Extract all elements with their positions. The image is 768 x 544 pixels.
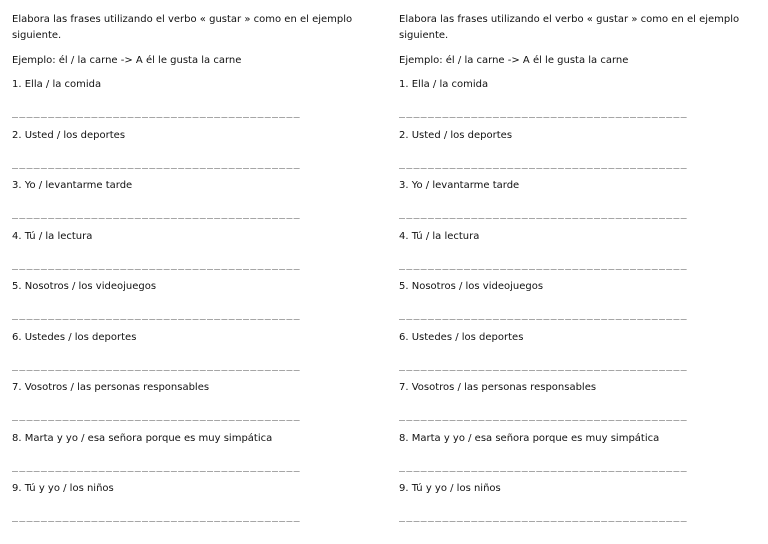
- answer-line[interactable]: ________________________________________: [12, 157, 301, 169]
- exercise-prompt: 3. Yo / levantarme tarde: [12, 180, 133, 191]
- exercise-prompt: 6. Ustedes / los deportes: [399, 331, 524, 343]
- worksheet-column-right: [399, 12, 744, 533]
- exercise-prompt: 6. Ustedes / los deportes: [12, 331, 137, 343]
- exercise-item: [399, 129, 744, 180]
- exercise-item: [12, 331, 357, 382]
- exercise-prompt: 4. Tú / la lectura: [399, 230, 480, 242]
- exercise-item: [399, 179, 744, 230]
- instruction-text: Elabora las frases utilizando el verbo « gustar » como en el ejemplo siguiente.: [12, 14, 353, 41]
- answer-line[interactable]: ________________________________________: [12, 410, 301, 421]
- worksheet-column-left: [12, 12, 357, 533]
- exercise-prompt: 1. Ella / la comida: [12, 79, 102, 90]
- exercise-prompt: 9. Tú y yo / los niños: [12, 483, 114, 494]
- exercise-prompt: 2. Usted / los deportes: [12, 129, 126, 141]
- example-text: Ejemplo: él / la carne -> A él le gusta la carne: [12, 55, 242, 66]
- answer-line[interactable]: ________________________________________: [399, 511, 688, 522]
- answer-line[interactable]: ________________________________________: [399, 208, 688, 219]
- answer-line[interactable]: ________________________________________: [12, 511, 301, 522]
- exercise-list: [399, 78, 744, 533]
- exercise-prompt: 5. Nosotros / los videojuegos: [12, 281, 157, 292]
- exercise-prompt: 3. Yo / levantarme tarde: [399, 180, 520, 191]
- exercise-prompt: 8. Marta y yo / esa señora porque es muy simpática: [399, 432, 660, 444]
- answer-line[interactable]: ________________________________________: [399, 107, 688, 118]
- exercise-item: [12, 129, 357, 180]
- exercise-item: [399, 280, 744, 331]
- answer-line[interactable]: ________________________________________: [12, 258, 301, 270]
- answer-line[interactable]: ________________________________________: [12, 107, 301, 118]
- exercise-item: [12, 78, 357, 129]
- exercise-item: [12, 179, 357, 230]
- answer-line[interactable]: ________________________________________: [399, 309, 688, 320]
- exercise-list: [12, 78, 357, 533]
- answer-line[interactable]: ________________________________________: [399, 258, 688, 270]
- answer-line[interactable]: ________________________________________: [399, 410, 688, 421]
- exercise-item: [399, 381, 744, 432]
- answer-line[interactable]: ________________________________________: [12, 208, 301, 219]
- exercise-prompt: 5. Nosotros / los videojuegos: [399, 281, 544, 292]
- exercise-prompt: 1. Ella / la comida: [399, 79, 489, 90]
- answer-line[interactable]: ________________________________________: [12, 309, 301, 320]
- exercise-item: [12, 432, 357, 483]
- instruction-text: Elabora las frases utilizando el verbo « gustar » como en el ejemplo siguiente.: [399, 14, 740, 41]
- exercise-item: [12, 482, 357, 533]
- exercise-item: [12, 230, 357, 281]
- exercise-item: [399, 331, 744, 382]
- exercise-prompt: 2. Usted / los deportes: [399, 129, 513, 141]
- answer-line[interactable]: ________________________________________: [399, 359, 688, 371]
- exercise-item: [12, 280, 357, 331]
- exercise-prompt: 7. Vosotros / las personas responsables: [12, 382, 210, 393]
- exercise-prompt: 4. Tú / la lectura: [12, 230, 93, 242]
- answer-line[interactable]: ________________________________________: [399, 460, 688, 472]
- exercise-item: [399, 432, 744, 483]
- exercise-item: [399, 230, 744, 281]
- answer-line[interactable]: ________________________________________: [12, 359, 301, 371]
- example-text: Ejemplo: él / la carne -> A él le gusta la carne: [399, 55, 629, 66]
- answer-line[interactable]: ________________________________________: [12, 460, 301, 472]
- answer-line[interactable]: ________________________________________: [399, 157, 688, 169]
- exercise-prompt: 7. Vosotros / las personas responsables: [399, 382, 597, 393]
- exercise-item: [12, 381, 357, 432]
- exercise-item: [399, 78, 744, 129]
- exercise-prompt: 9. Tú y yo / los niños: [399, 483, 501, 494]
- exercise-item: [399, 482, 744, 533]
- exercise-prompt: 8. Marta y yo / esa señora porque es muy simpática: [12, 432, 273, 444]
